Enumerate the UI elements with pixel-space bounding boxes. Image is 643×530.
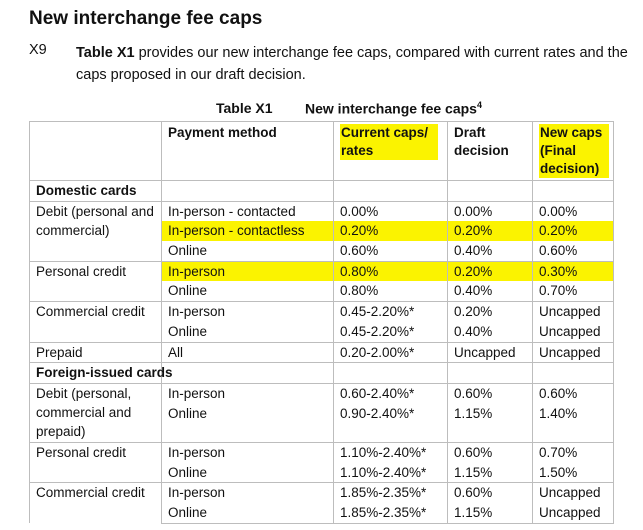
category-foreign-commercial-credit: Commercial credit: [30, 483, 162, 523]
new-cell: 0.30%: [533, 261, 614, 281]
new-cell: 0.60%: [533, 241, 614, 261]
current-cell: 0.20%: [334, 221, 448, 241]
table-row: [30, 302, 614, 322]
intro-paragraph: [76, 42, 636, 86]
paragraph-text: provides our new interchange fee caps, compared with current rates and the caps proposed in our draft decision.: [76, 45, 628, 83]
method-cell: In-person - contacted: [162, 201, 334, 221]
new-cell: Uncapped: [533, 322, 614, 342]
draft-cell: 0.20%: [448, 302, 533, 322]
header-current-caps-text: Current caps/ rates: [340, 124, 438, 160]
table-row: [30, 443, 614, 463]
draft-cell: 0.40%: [448, 322, 533, 342]
table-title-footnote: 4: [476, 100, 482, 110]
draft-cell: 0.40%: [448, 281, 533, 301]
method-cell: In-person: [162, 261, 334, 281]
new-cell: 0.20%: [533, 221, 614, 241]
method-cell: All: [162, 342, 334, 363]
method-cell: In-person: [162, 302, 334, 322]
category-foreign-debit: Debit (personal, commercial and prepaid): [30, 383, 162, 442]
draft-cell: 0.20%: [448, 261, 533, 281]
header-new-caps-text: New caps (Final decision): [539, 124, 609, 178]
method-cell: In-person - contactless: [162, 221, 334, 241]
current-cell: 1.85%-2.35%*: [334, 503, 448, 523]
category-commercial-credit: Commercial credit: [30, 302, 162, 342]
current-cell: 0.80%: [334, 281, 448, 301]
new-cell: 0.60%: [533, 383, 614, 403]
category-foreign-personal-credit: Personal credit: [30, 443, 162, 483]
draft-cell: 0.00%: [448, 201, 533, 221]
current-cell: 0.60%: [334, 241, 448, 261]
draft-cell: 0.40%: [448, 241, 533, 261]
fee-caps-table: [29, 121, 614, 524]
section-filler: [334, 363, 448, 384]
header-current-caps: [334, 122, 448, 181]
section-filler: [533, 363, 614, 384]
category-personal-credit: Personal credit: [30, 261, 162, 301]
table-row: [30, 201, 614, 221]
header-new-caps: [533, 122, 614, 181]
new-cell: Uncapped: [533, 342, 614, 363]
new-cell: 1.50%: [533, 463, 614, 483]
current-cell: 0.20-2.00%*: [334, 342, 448, 363]
table-label: Table X1: [216, 100, 273, 116]
method-cell: In-person: [162, 483, 334, 503]
new-cell: 0.70%: [533, 281, 614, 301]
method-cell: Online: [168, 405, 208, 421]
table-reference: Table X1: [76, 45, 135, 61]
section-filler: [448, 363, 533, 384]
section-row-foreign: [30, 363, 614, 384]
table-title: [305, 100, 482, 117]
new-cell: 0.70%: [533, 443, 614, 463]
current-cell: 0.45-2.20%*: [334, 322, 448, 342]
draft-cell: 0.20%: [448, 221, 533, 241]
paragraph-number: X9: [29, 42, 47, 58]
category-prepaid: Prepaid: [30, 342, 162, 363]
section-row-domestic: [30, 181, 614, 202]
method-cell: Online: [162, 503, 334, 523]
new-cell: 0.00%: [533, 201, 614, 221]
current-cell: 0.00%: [334, 201, 448, 221]
section-label-foreign-text: Foreign-issued cards: [36, 365, 173, 381]
table-row: [30, 483, 614, 503]
current-cell: 1.10%-2.40%*: [334, 463, 448, 483]
current-cell: 1.10%-2.40%*: [334, 443, 448, 463]
table-title-text: New interchange fee caps: [305, 100, 477, 117]
draft-cell: 0.60%: [448, 443, 533, 463]
table-row-highlighted: [30, 261, 614, 281]
draft-cell: 1.15%: [448, 404, 533, 443]
method-cell: Online: [168, 464, 208, 480]
section-filler: [533, 181, 614, 202]
table-row: [30, 383, 614, 403]
section-heading: New interchange fee caps: [29, 8, 263, 29]
table-row: [30, 342, 614, 363]
table-header-row: [30, 122, 614, 181]
method-cell: Online: [168, 323, 208, 339]
current-cell: 1.85%-2.35%*: [334, 483, 448, 503]
draft-cell: 0.60%: [448, 483, 533, 503]
method-cell: In-person: [162, 443, 334, 463]
section-filler: [334, 181, 448, 202]
new-cell: Uncapped: [533, 483, 614, 503]
draft-cell: 1.15%: [448, 503, 533, 523]
new-cell: Uncapped: [533, 503, 614, 523]
method-cell: In-person: [162, 383, 334, 403]
method-cell: Online: [168, 283, 208, 299]
current-cell: 0.45-2.20%*: [334, 302, 448, 322]
current-cell: 0.90-2.40%*: [334, 404, 448, 443]
section-label-domestic: Domestic cards: [30, 181, 162, 202]
section-label-foreign: [30, 363, 173, 384]
section-filler: [162, 181, 334, 202]
header-payment-method: Payment method: [162, 122, 334, 181]
draft-cell: 1.15%: [448, 463, 533, 483]
current-cell: 0.80%: [334, 261, 448, 281]
new-cell: 1.40%: [533, 404, 614, 443]
current-cell: 0.60-2.40%*: [334, 383, 448, 403]
draft-cell: 0.60%: [448, 383, 533, 403]
category-debit: Debit (personal and commercial): [30, 201, 162, 261]
new-cell: Uncapped: [533, 302, 614, 322]
draft-cell: Uncapped: [448, 342, 533, 363]
header-category: [30, 122, 162, 181]
section-filler: [162, 363, 334, 384]
section-filler: [448, 181, 533, 202]
method-cell: Online: [168, 243, 208, 259]
header-draft-decision: Draft decision: [448, 122, 533, 181]
